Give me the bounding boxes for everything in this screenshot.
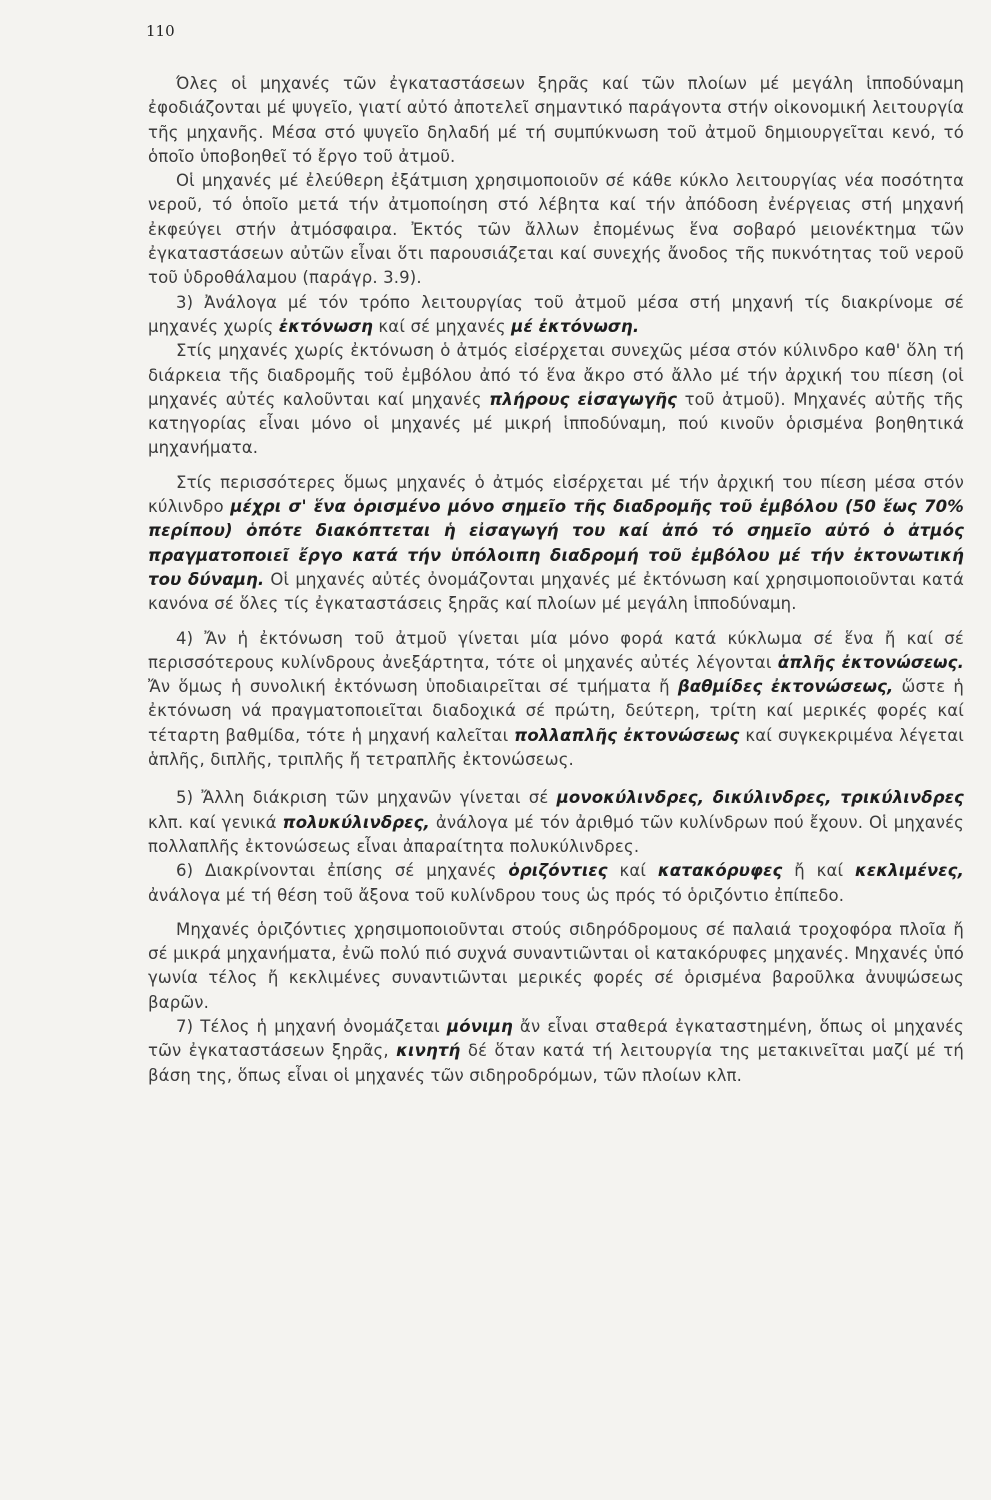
text-run: Στίς μηχανές χωρίς ἐκτόνωση ὁ ἀτμός εἰσέρχεται συνεχῶς μέσα στόν κύλινδρο καθ' ὅλη τή διάρκεια τῆς διαδρομῆς τοῦ ἐμβόλου ἀπό τό ἕνα ἄκρο στό ἄλλο μέ τήν ἀρχική του πίεση (οἱ μηχανές αὐτές καλοῦνται καί μηχανές <box>148 341 964 409</box>
text-run: Οἱ μηχανές μέ ἐλεύθερη ἐξάτμιση χρησιμοποιοῦν σέ κάθε κύκλο λειτουργίας νέα ποσότητα νεροῦ, τό ὁποῖο μετά τήν ἀτμοποίηση στό λέβητα καί τήν ἀπόδοση ἐνέργειας στή μηχανή ἐκφεύγει στήν ἀτμόσφαιρα. Ἐκτός τῶν ἄλλων ἐπομένως ἕνα σοβαρό μειονέκτημα τῶν ἐγκαταστάσεων αὐτῶν εἶναι ὅτι παρουσιάζεται καί συνεχής ἄνοδος τῆς πυκνότητας τοῦ νεροῦ τοῦ ὑδροθάλαμου (παράγρ. 3.9). <box>148 171 964 288</box>
text-run: 7) Τέλος ἡ μηχανή ὀνομάζεται <box>176 1016 447 1036</box>
text-run: ἤ καί <box>782 861 856 881</box>
term-emphasis: μέ ἐκτόνωση. <box>511 316 640 336</box>
term-emphasis: ἁπλῆς ἐκτονώσεως. <box>777 652 964 672</box>
text-run: ὥστε ἡ ἐκτόνωση νά πραγματοποιεῖται διαδοχικά σέ πρώτη, δεύτερη, τρίτη καί μερικές φορές καί τέταρτη βαθμίδα, τότε ἡ μηχανή καλεῖται <box>148 677 964 745</box>
paragraph <box>148 339 964 460</box>
text-run: ἀνάλογα μέ τή θέση τοῦ ἄξονα τοῦ κυλίνδρου τους ὡς πρός τό ὁριζόντιο ἐπίπεδο. <box>148 885 845 905</box>
term-emphasis: μονοκύλινδρες, δικύλινδρες, τρικύλινδρες <box>556 788 964 808</box>
term-emphasis: πολυκύλινδρες, <box>282 812 430 832</box>
text-run: καί <box>607 861 658 881</box>
term-emphasis: κατακόρυφες <box>657 861 783 881</box>
text-run: 5) Ἄλλη διάκριση τῶν μηχανῶν γίνεται σέ <box>176 788 557 808</box>
text-run: ἀνάλογα μέ τόν ἀριθμό τῶν κυλίνδρων πού ἔχουν. Οἱ μηχανές πολλαπλῆς ἐκτονώσεως εἶναι ἀπαραίτητα πολυκύλινδρες. <box>148 812 964 856</box>
term-emphasis: βαθμίδες ἐκτονώσεως, <box>677 677 894 697</box>
text-run: Οἱ μηχανές αὐτές ὀνομάζονται μηχανές μέ ἐκτόνωση καί χρησιμοποιοῦνται κατά κανόνα σέ ὅλες τίς ἐγκαταστάσεις ξηρᾶς καί πλοίων μέ μεγάλη ἱπποδύναμη. <box>148 569 964 614</box>
paragraph <box>148 918 964 1015</box>
text-body <box>148 72 964 1088</box>
paragraph <box>148 859 964 908</box>
text-run: δέ ὅταν κατά τή λειτουργία της μετακινεῖται μαζί μέ τή βάση της, ὅπως εἶναι οἱ μηχανές τῶν σιδηροδρόμων, τῶν πλοίων κλπ. <box>148 1041 965 1085</box>
paragraph <box>148 72 964 169</box>
paragraph <box>148 291 964 340</box>
text-run: 4) Ἄν ἡ ἐκτόνωση τοῦ ἀτμοῦ γίνεται μία μόνο φορά κατά κύκλωμα σέ ἕνα ἤ καί σέ περισσότερους κυλίνδρους ἀνεξάρτητα, τότε οἱ μηχανές αὐτές λέγονται <box>148 628 964 672</box>
text-run: κλπ. καί γενικά <box>148 812 283 832</box>
text-run: Όλες οἱ μηχανές τῶν ἐγκαταστάσεων ξηρᾶς καί τῶν πλοίων μέ μεγάλη ἱπποδύναμη ἐφοδιάζονται μέ ψυγεῖο, γιατί αὐτό ἀποτελεῖ σημαντικό παράγοντα στήν οἰκονομική λειτουργία τῆς μηχανῆς. Μέσα στό ψυγεῖο δηλαδή μέ τή συμπύκνωση τοῦ ἀτμοῦ δημιουργεῖται κενό, τό ὁποῖο ὑποβοηθεῖ τό ἔργο τοῦ ἀτμοῦ. <box>148 74 964 166</box>
paragraph <box>148 169 964 290</box>
text-run: Μηχανές ὁριζόντιες χρησιμοποιοῦνται στούς σιδηρόδρομους σέ παλαιά τροχοφόρα πλοῖα ἤ σέ μικρά μηχανήματα, ἐνῶ πολύ πιό συχνά συναντιῶνται οἱ κατακόρυφες μηχανές. Μηχανές ὑπό γωνία τέλος ἤ κεκλιμένες συναντιῶνται μερικές φορές σέ ὁρισμένα βαροῦλκα ἀνυψώσεως βαρῶν. <box>148 919 964 1012</box>
text-run: ἄν εἶναι σταθερά ἐγκαταστημένη, ὅπως οἱ μηχανές τῶν ἐγκαταστάσεων ξηρᾶς, <box>148 1016 964 1061</box>
text-run: τοῦ ἀτμοῦ). Μηχανές αὐτῆς τῆς κατηγορίας εἶναι μόνο οἱ μηχανές μέ μικρή ἱπποδύναμη, πού κινοῦν ὁρισμένα βοηθητικά μηχανήματα. <box>148 389 964 458</box>
term-emphasis: πλήρους εἰσαγωγῆς <box>489 389 678 409</box>
text-run: Ἄν ὅμως ἡ συνολική ἐκτόνωση ὑποδιαιρεῖται σέ τμήματα ἤ <box>148 677 678 697</box>
text-run: Στίς περισσότερες ὅμως μηχανές ὁ ἀτμός εἰσέρχεται μέ τήν ἀρχική του πίεση μέσα στόν κύλινδρο <box>148 472 964 517</box>
term-emphasis: ὁριζόντιες <box>508 861 608 881</box>
term-emphasis: κεκλιμένες, <box>855 861 964 881</box>
page-number: 110 <box>146 22 175 40</box>
paragraph <box>148 786 964 859</box>
term-emphasis: μόνιμη <box>446 1016 513 1036</box>
term-emphasis: ἐκτόνωση <box>278 316 374 336</box>
term-emphasis: κινητή <box>396 1041 461 1061</box>
term-emphasis: πολλαπλῆς ἐκτονώσεως <box>514 725 740 745</box>
text-run: καί συγκεκριμένα λέγεται ἁπλῆς, διπλῆς, τριπλῆς ἤ τετραπλῆς ἐκτονώσεως. <box>148 725 964 770</box>
text-run: καί σέ μηχανές <box>373 316 512 336</box>
term-emphasis: μέχρι σ' ἕνα ὁρισμένο μόνο σημεῖο τῆς διαδρομῆς τοῦ ἐμβόλου (50 ἕως 70% περίπου) ὁπότε διακόπτεται ἡ εἰσαγωγή του καί ἀπό τό σημεῖο αὐτό ὁ ἀτμός πραγματοποιεῖ ἔργο κατά τήν ὑπόλοιπη διαδρομή τοῦ ἐμβόλου μέ τήν ἐκτονωτική του δύναμη. <box>148 497 964 589</box>
paragraph <box>148 1015 964 1088</box>
paragraph <box>148 471 964 617</box>
paragraph <box>148 627 964 773</box>
text-run: 6) Διακρίνονται ἐπίσης σέ μηχανές <box>176 861 509 881</box>
text-run: 3) Ἀνάλογα μέ τόν τρόπο λειτουργίας τοῦ ἀτμοῦ μέσα στή μηχανή τίς διακρίνομε σέ μηχανές χωρίς <box>148 292 964 336</box>
